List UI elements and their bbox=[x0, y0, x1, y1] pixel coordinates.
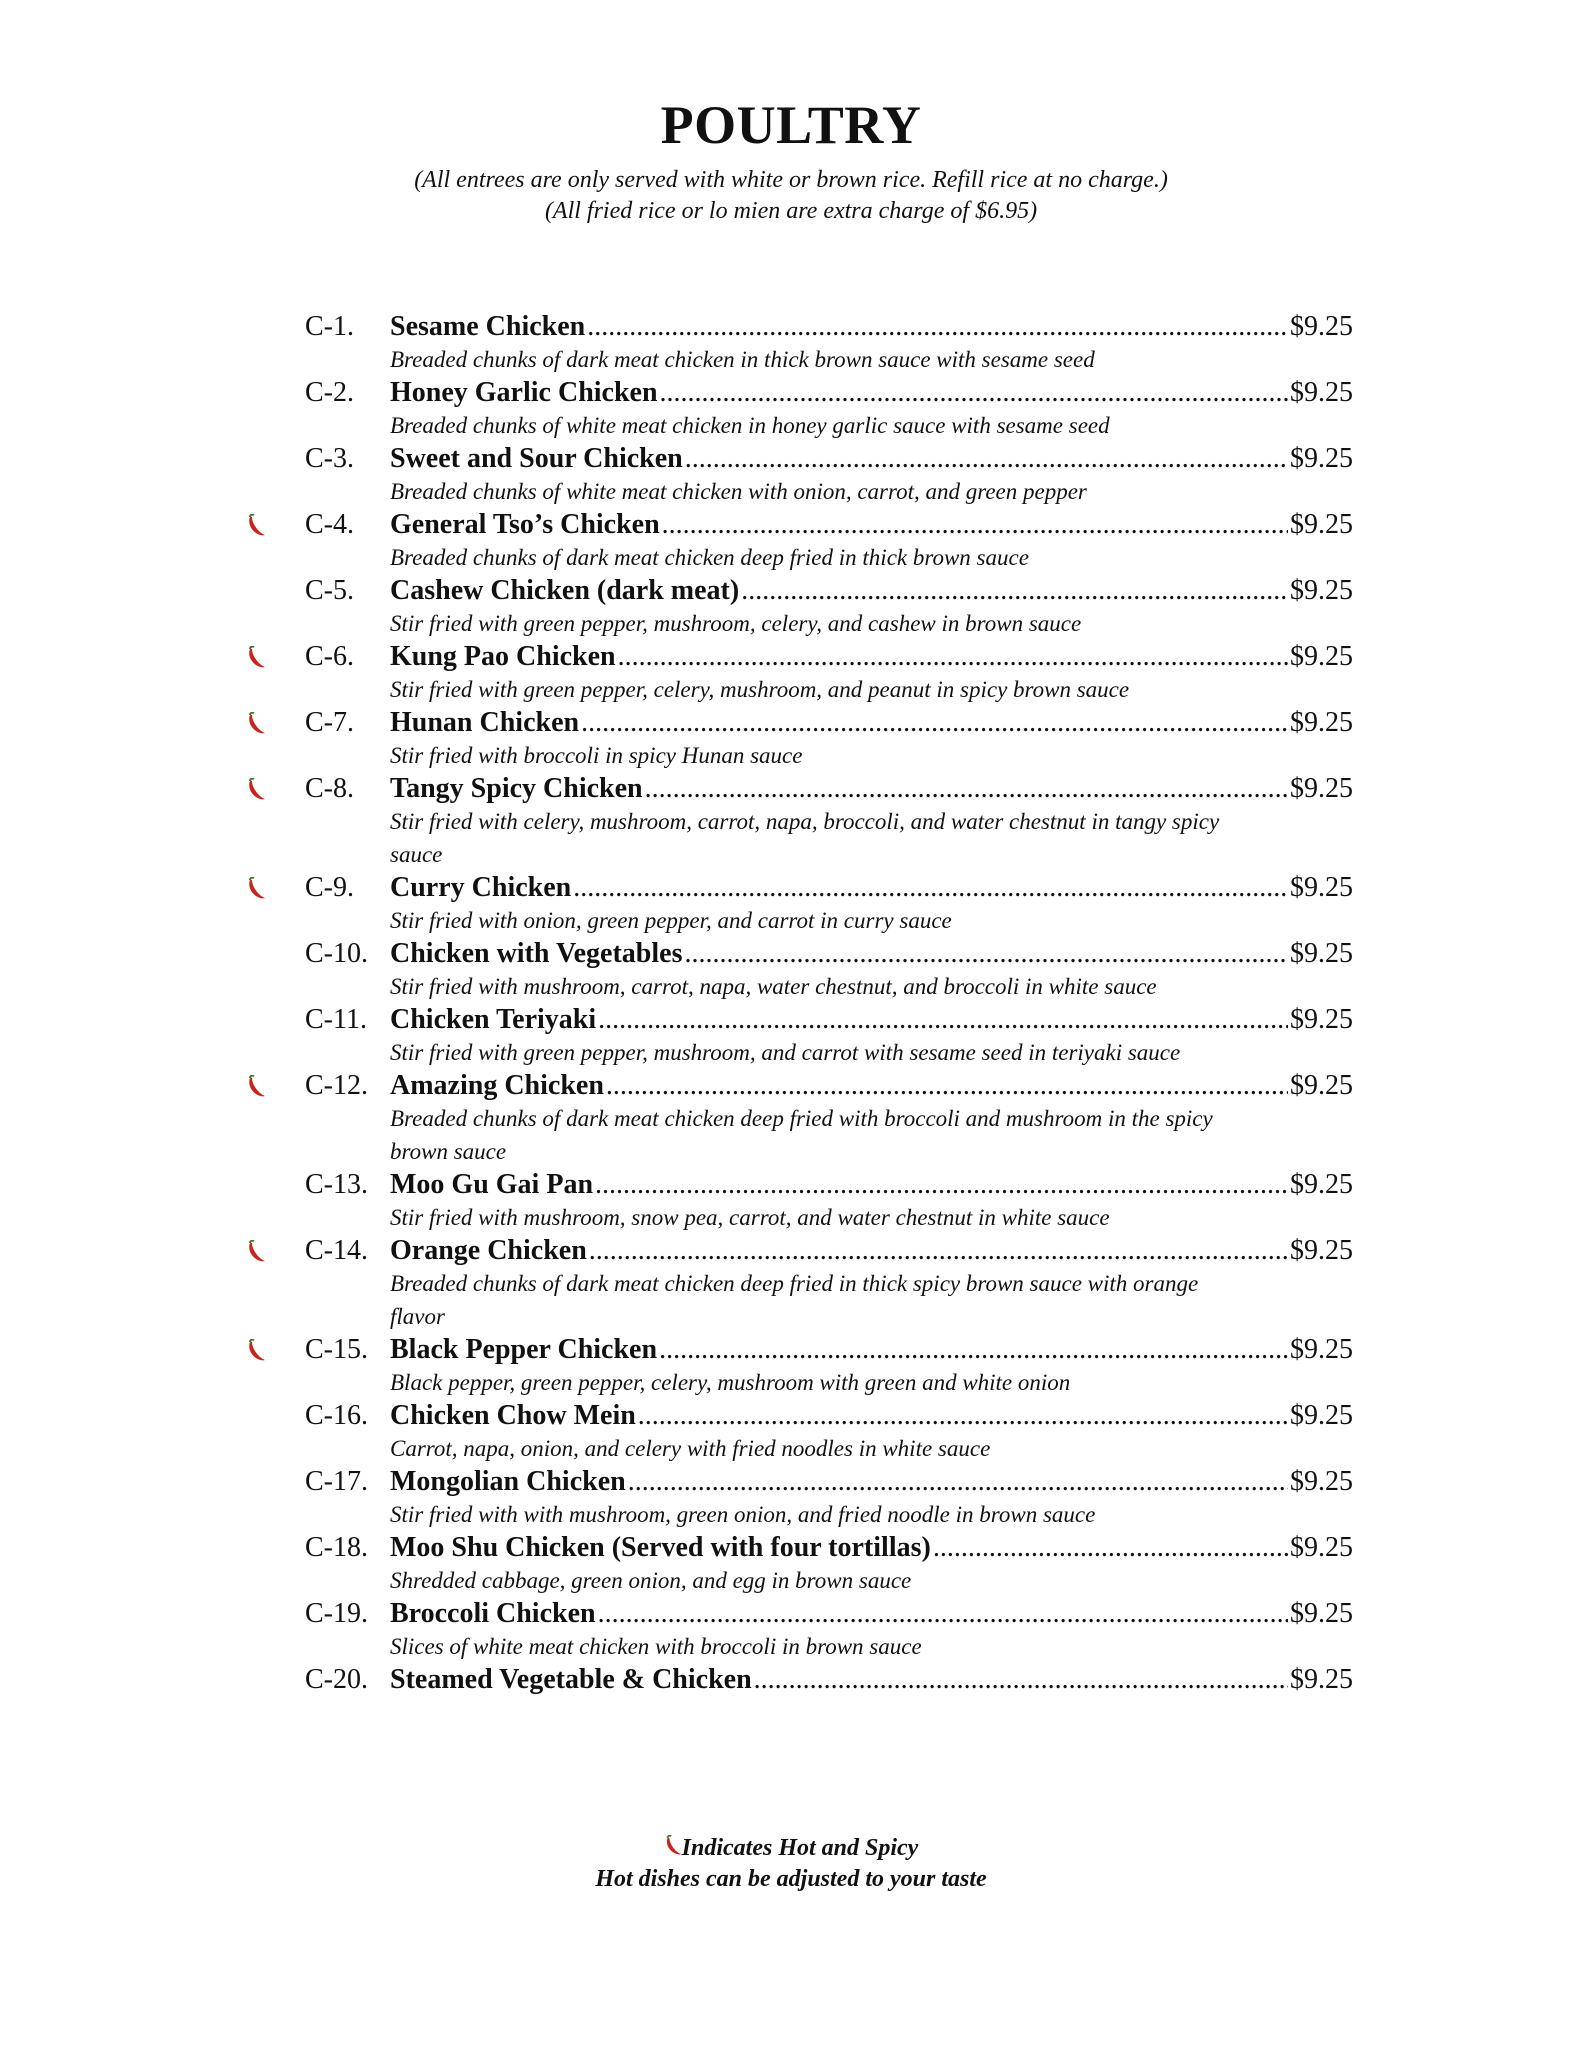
dot-leader bbox=[754, 1663, 1288, 1696]
spicy-adjust-note: Hot dishes can be adjusted to your taste bbox=[595, 1866, 987, 1892]
item-code: C-12. bbox=[305, 1070, 368, 1101]
item-price: $9.25 bbox=[1290, 443, 1353, 474]
menu-item bbox=[0, 508, 1582, 574]
item-price: $9.25 bbox=[1290, 575, 1353, 606]
item-name: Moo Gu Gai Pan bbox=[390, 1169, 594, 1200]
menu-item bbox=[0, 442, 1582, 508]
rice-note: (All entrees are only served with white or brown rice. Refill rice at no charge.) bbox=[414, 167, 1168, 193]
menu-item bbox=[0, 1531, 1582, 1597]
fried-rice-note: (All fried rice or lo mien are extra charge of $6.95) bbox=[544, 198, 1038, 224]
item-name: Broccoli Chicken bbox=[390, 1598, 596, 1629]
item-name-row bbox=[390, 1465, 1353, 1498]
chili-pepper-icon bbox=[246, 1339, 266, 1363]
item-code: C-18. bbox=[305, 1532, 368, 1563]
menu-item-line bbox=[0, 1333, 1582, 1366]
item-price: $9.25 bbox=[1290, 1235, 1353, 1266]
dot-leader bbox=[660, 376, 1288, 409]
dot-leader bbox=[581, 706, 1288, 739]
item-code: C-17. bbox=[305, 1466, 368, 1497]
item-code: C-5. bbox=[305, 575, 354, 606]
menu-item-line bbox=[0, 640, 1582, 673]
item-price: $9.25 bbox=[1290, 1169, 1353, 1200]
item-name: Tangy Spicy Chicken bbox=[390, 773, 643, 804]
item-price: $9.25 bbox=[1290, 1466, 1353, 1497]
item-price: $9.25 bbox=[1290, 707, 1353, 738]
dot-leader bbox=[645, 772, 1288, 805]
item-code: C-19. bbox=[305, 1598, 368, 1629]
chili-pepper-icon bbox=[246, 1075, 266, 1099]
dot-leader bbox=[598, 1597, 1288, 1630]
chili-pepper-icon bbox=[246, 1240, 266, 1264]
item-name: Sesame Chicken bbox=[390, 311, 586, 342]
item-price: $9.25 bbox=[1290, 1334, 1353, 1365]
item-name: Steamed Vegetable & Chicken bbox=[390, 1664, 752, 1695]
item-code: C-4. bbox=[305, 509, 354, 540]
item-price: $9.25 bbox=[1290, 377, 1353, 408]
item-code: C-1. bbox=[305, 311, 354, 342]
item-name: Cashew Chicken (dark meat) bbox=[390, 575, 740, 606]
item-description: Shredded cabbage, green onion, and egg in brown sauce bbox=[390, 1568, 912, 1593]
item-name: General Tso’s Chicken bbox=[390, 509, 660, 540]
item-description: Breaded chunks of dark meat chicken in thick brown sauce with sesame seed bbox=[390, 347, 1095, 372]
menu-list bbox=[0, 310, 1582, 1696]
menu-item-line bbox=[0, 1597, 1582, 1630]
dot-leader bbox=[587, 310, 1288, 343]
menu-item-line bbox=[0, 1003, 1582, 1036]
menu-item-line bbox=[0, 1531, 1582, 1564]
item-description: Breaded chunks of dark meat chicken deep fried with broccoli and mushroom in the spicy brown sauce bbox=[390, 1106, 1213, 1164]
dot-leader bbox=[684, 937, 1288, 970]
item-name-row bbox=[390, 1003, 1353, 1036]
item-description: Stir fried with green pepper, celery, mushroom, and peanut in spicy brown sauce bbox=[390, 677, 1130, 702]
menu-item bbox=[0, 1597, 1582, 1663]
chili-pepper-icon bbox=[246, 514, 266, 538]
item-description: Black pepper, green pepper, celery, mushroom with green and white onion bbox=[390, 1370, 1071, 1395]
item-name: Curry Chicken bbox=[390, 872, 572, 903]
item-price: $9.25 bbox=[1290, 311, 1353, 342]
item-description: Breaded chunks of dark meat chicken deep fried in thick brown sauce bbox=[390, 545, 1029, 570]
item-name-row bbox=[390, 640, 1353, 673]
menu-item bbox=[0, 310, 1582, 376]
menu-item-line bbox=[0, 1234, 1582, 1267]
menu-item bbox=[0, 574, 1582, 640]
item-name: Orange Chicken bbox=[390, 1235, 587, 1266]
dot-leader bbox=[573, 871, 1288, 904]
item-description: Stir fried with onion, green pepper, and carrot in curry sauce bbox=[390, 908, 952, 933]
item-name-row bbox=[390, 1234, 1353, 1267]
dot-leader bbox=[685, 442, 1288, 475]
menu-item-line bbox=[0, 1465, 1582, 1498]
menu-item bbox=[0, 1234, 1582, 1333]
item-price: $9.25 bbox=[1290, 1004, 1353, 1035]
item-code: C-3. bbox=[305, 443, 354, 474]
item-name-row bbox=[390, 1069, 1353, 1102]
item-name-row bbox=[390, 574, 1353, 607]
item-name-row bbox=[390, 310, 1353, 343]
item-name: Chicken Teriyaki bbox=[390, 1004, 597, 1035]
chili-pepper-icon bbox=[664, 1835, 682, 1857]
menu-item-line bbox=[0, 508, 1582, 541]
item-price: $9.25 bbox=[1290, 938, 1353, 969]
menu-item bbox=[0, 937, 1582, 1003]
menu-item bbox=[0, 376, 1582, 442]
item-code: C-20. bbox=[305, 1664, 368, 1695]
item-name-row bbox=[390, 442, 1353, 475]
menu-item-line bbox=[0, 574, 1582, 607]
spicy-legend bbox=[0, 1835, 1582, 1860]
item-price: $9.25 bbox=[1290, 1532, 1353, 1563]
item-name: Hunan Chicken bbox=[390, 707, 580, 738]
menu-item bbox=[0, 1399, 1582, 1465]
item-price: $9.25 bbox=[1290, 1070, 1353, 1101]
page-title: POULTRY bbox=[660, 95, 922, 155]
item-name: Amazing Chicken bbox=[390, 1070, 604, 1101]
menu-item-line bbox=[0, 706, 1582, 739]
item-price: $9.25 bbox=[1290, 1664, 1353, 1695]
spicy-legend-text: Indicates Hot and Spicy bbox=[681, 1835, 919, 1861]
menu-item bbox=[0, 1168, 1582, 1234]
item-description: Stir fried with mushroom, snow pea, carrot, and water chestnut in white sauce bbox=[390, 1205, 1110, 1230]
dot-leader bbox=[598, 1003, 1288, 1036]
item-name-row bbox=[390, 508, 1353, 541]
item-code: C-9. bbox=[305, 872, 354, 903]
item-code: C-8. bbox=[305, 773, 354, 804]
menu-item-line bbox=[0, 442, 1582, 475]
item-code: C-16. bbox=[305, 1400, 368, 1431]
item-name-row bbox=[390, 1168, 1353, 1201]
item-description: Stir fried with celery, mushroom, carrot, napa, broccoli, and water chestnut in tangy spicy sauce bbox=[390, 809, 1220, 867]
item-description: Stir fried with with mushroom, green onion, and fried noodle in brown sauce bbox=[390, 1502, 1096, 1527]
item-price: $9.25 bbox=[1290, 872, 1353, 903]
menu-item bbox=[0, 871, 1582, 937]
item-code: C-7. bbox=[305, 707, 354, 738]
item-name-row bbox=[390, 937, 1353, 970]
item-price: $9.25 bbox=[1290, 641, 1353, 672]
item-name-row bbox=[390, 1531, 1353, 1564]
dot-leader bbox=[606, 1069, 1288, 1102]
item-code: C-6. bbox=[305, 641, 354, 672]
menu-item-line bbox=[0, 1663, 1582, 1696]
dot-leader bbox=[659, 1333, 1288, 1366]
chili-pepper-icon bbox=[246, 778, 266, 802]
menu-item-line bbox=[0, 1168, 1582, 1201]
menu-item-line bbox=[0, 1069, 1582, 1102]
menu-item bbox=[0, 1003, 1582, 1069]
item-name-row bbox=[390, 376, 1353, 409]
menu-item bbox=[0, 1333, 1582, 1399]
menu-item bbox=[0, 1663, 1582, 1696]
item-name-row bbox=[390, 1399, 1353, 1432]
item-name: Sweet and Sour Chicken bbox=[390, 443, 683, 474]
item-code: C-14. bbox=[305, 1235, 368, 1266]
chili-pepper-icon bbox=[246, 877, 266, 901]
menu-item-line bbox=[0, 937, 1582, 970]
item-price: $9.25 bbox=[1290, 1400, 1353, 1431]
item-name-row bbox=[390, 1663, 1353, 1696]
item-name: Kung Pao Chicken bbox=[390, 641, 616, 672]
dot-leader bbox=[628, 1465, 1288, 1498]
item-price: $9.25 bbox=[1290, 1598, 1353, 1629]
chili-pepper-icon bbox=[246, 646, 266, 670]
item-name-row bbox=[390, 772, 1353, 805]
item-name-row bbox=[390, 1333, 1353, 1366]
dot-leader bbox=[595, 1168, 1288, 1201]
item-description: Stir fried with green pepper, mushroom, celery, and cashew in brown sauce bbox=[390, 611, 1082, 636]
menu-item-line bbox=[0, 871, 1582, 904]
dot-leader bbox=[589, 1234, 1288, 1267]
dot-leader bbox=[741, 574, 1288, 607]
item-description: Slices of white meat chicken with broccoli in brown sauce bbox=[390, 1634, 922, 1659]
item-name: Moo Shu Chicken (Served with four tortillas) bbox=[390, 1532, 931, 1563]
item-description: Stir fried with green pepper, mushroom, and carrot with sesame seed in teriyaki sauce bbox=[390, 1040, 1181, 1065]
chili-pepper-icon bbox=[246, 712, 266, 736]
item-name-row bbox=[390, 706, 1353, 739]
item-description: Stir fried with broccoli in spicy Hunan sauce bbox=[390, 743, 803, 768]
item-code: C-11. bbox=[305, 1004, 367, 1035]
menu-item bbox=[0, 1465, 1582, 1531]
dot-leader bbox=[933, 1531, 1288, 1564]
item-price: $9.25 bbox=[1290, 773, 1353, 804]
item-price: $9.25 bbox=[1290, 509, 1353, 540]
item-name: Mongolian Chicken bbox=[390, 1466, 626, 1497]
item-description: Stir fried with mushroom, carrot, napa, water chestnut, and broccoli in white sauce bbox=[390, 974, 1157, 999]
item-code: C-10. bbox=[305, 938, 368, 969]
menu-item-line bbox=[0, 772, 1582, 805]
menu-item-line bbox=[0, 1399, 1582, 1432]
menu-item bbox=[0, 772, 1582, 871]
menu-item bbox=[0, 640, 1582, 706]
item-name-row bbox=[390, 871, 1353, 904]
item-name: Chicken Chow Mein bbox=[390, 1400, 636, 1431]
item-description: Breaded chunks of dark meat chicken deep fried in thick spicy brown sauce with orange flavor bbox=[390, 1271, 1199, 1329]
item-description: Breaded chunks of white meat chicken with onion, carrot, and green pepper bbox=[390, 479, 1087, 504]
item-description: Breaded chunks of white meat chicken in honey garlic sauce with sesame seed bbox=[390, 413, 1110, 438]
dot-leader bbox=[638, 1399, 1288, 1432]
item-name: Chicken with Vegetables bbox=[390, 938, 683, 969]
menu-item-line bbox=[0, 310, 1582, 343]
item-code: C-13. bbox=[305, 1169, 368, 1200]
menu-item-line bbox=[0, 376, 1582, 409]
dot-leader bbox=[662, 508, 1288, 541]
item-name-row bbox=[390, 1597, 1353, 1630]
item-name: Black Pepper Chicken bbox=[390, 1334, 658, 1365]
dot-leader bbox=[618, 640, 1288, 673]
item-code: C-15. bbox=[305, 1334, 368, 1365]
item-code: C-2. bbox=[305, 377, 354, 408]
item-name: Honey Garlic Chicken bbox=[390, 377, 658, 408]
menu-item bbox=[0, 1069, 1582, 1168]
item-description: Carrot, napa, onion, and celery with fried noodles in white sauce bbox=[390, 1436, 991, 1461]
menu-item bbox=[0, 706, 1582, 772]
